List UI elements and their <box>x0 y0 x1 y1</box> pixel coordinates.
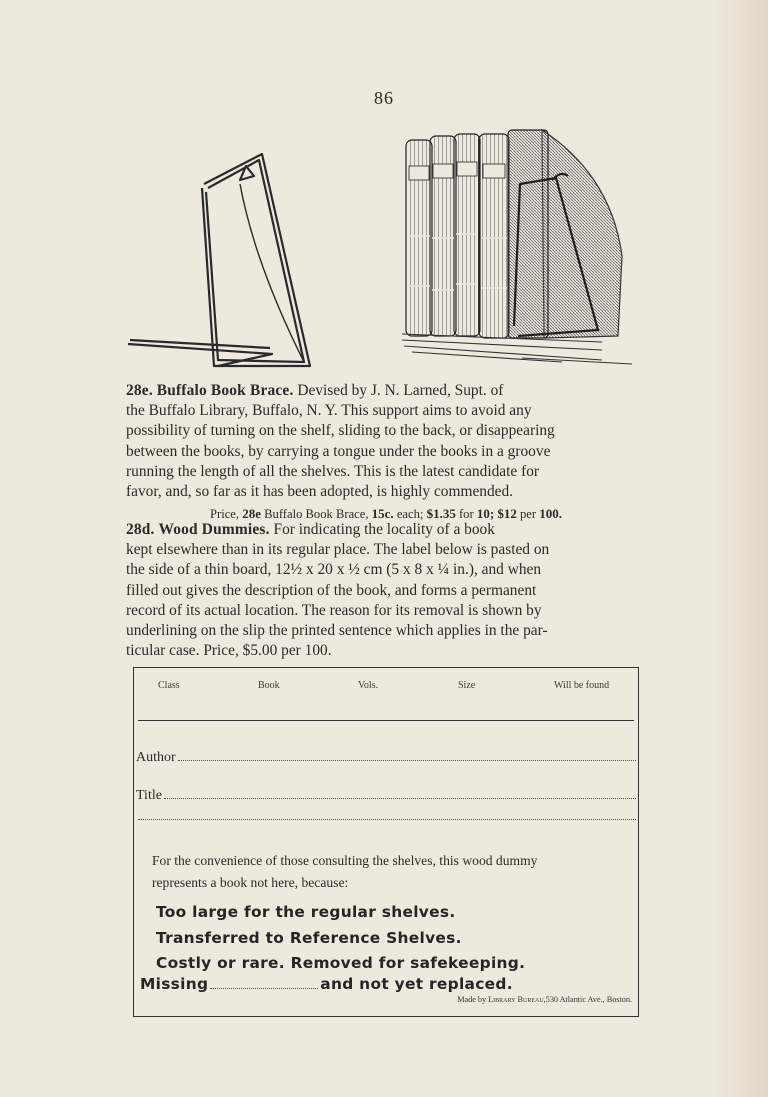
price-ten: $1.35 <box>426 506 456 522</box>
section-28e-line-1 <box>126 381 646 401</box>
missing-dotted-line <box>210 988 318 989</box>
column-book: Book <box>258 680 280 691</box>
section-28d-number: 28d. <box>126 521 155 538</box>
column-will-be-found: Will be found <box>554 680 610 691</box>
price-each: 15c. <box>371 506 394 522</box>
section-28d-line: ticular case. Price, $5.00 per 100. <box>126 642 332 660</box>
title-continuation-dotted-line <box>138 818 636 820</box>
section-28d-text: For indicating the locality of a book <box>273 521 495 538</box>
missing-label: Missing <box>140 975 209 993</box>
reason-costly: Costly or rare. Removed for safekeeping. <box>156 954 526 972</box>
section-28d-line: filled out gives the description of the book, and forms a permanent <box>126 581 537 599</box>
dummy-note-line-2: represents a book not here, because: <box>152 875 349 890</box>
author-dotted-line <box>178 759 636 761</box>
title-dotted-line <box>164 797 636 799</box>
author-label: Author <box>136 750 176 765</box>
page-number: 86 <box>374 88 394 108</box>
reason-transferred: Transferred to Reference Shelves. <box>156 929 462 947</box>
section-28e-number: 28e. <box>126 382 153 399</box>
section-28d-line-1 <box>126 520 646 540</box>
wood-dummy-label-card <box>133 667 639 1017</box>
printer-imprint <box>457 995 632 1004</box>
section-28e-line: possibility of turning on the shelf, sliding to the back, or disappearing <box>126 422 555 440</box>
section-28e <box>126 381 646 523</box>
column-vols: Vols. <box>358 680 379 691</box>
book-brace-illustration <box>122 148 317 378</box>
price-hundred: $12 <box>497 506 517 522</box>
imprint-address: 530 Atlantic Ave., Boston. <box>545 995 632 1004</box>
title-continuation-field <box>136 818 636 820</box>
imprint-company: Library Bureau, <box>488 995 546 1004</box>
section-28e-line: running the length of all the shelves. This is the latest candidate for <box>126 462 540 480</box>
section-28d-line: the side of a thin board, 12½ x 20 x ½ cm (5 x 8 x ¼ in.), and when <box>126 561 542 579</box>
price-each-label: each; <box>396 507 424 522</box>
price-ten-label: for <box>458 507 474 522</box>
title-label: Title <box>136 788 162 803</box>
section-28e-line: the Buffalo Library, Buffalo, N. Y. This support aims to avoid any <box>126 402 532 420</box>
price-hundred-qty: 100. <box>539 506 562 522</box>
section-28d-line: record of its actual location. The reason for its removal is shown by <box>126 601 542 619</box>
price-item-number: 28e <box>242 506 261 522</box>
reason-missing <box>140 975 540 993</box>
price-prefix: Price, <box>210 507 240 522</box>
section-28d-line: underlining on the slip the printed sentence which applies in the par- <box>126 622 548 640</box>
price-ten-qty: 10; <box>476 506 495 522</box>
section-28d-title: Wood Dummies. <box>158 521 270 538</box>
price-hundred-label: per <box>519 507 537 522</box>
header-rule <box>138 720 634 721</box>
dummy-note-line-1: For the convenience of those consulting the shelves, this wood dummy <box>152 853 538 868</box>
imprint-prefix: Made by <box>457 995 487 1004</box>
page-edge-shadow <box>708 0 768 1097</box>
section-28e-line: favor, and, so far as it has been adopted, is highly commended. <box>126 483 514 501</box>
section-28e-text: Devised by J. N. Larned, Supt. of <box>297 382 504 399</box>
column-size: Size <box>458 680 476 691</box>
dummy-note <box>152 850 632 894</box>
price-item-name: Buffalo Book Brace, <box>264 507 369 522</box>
section-28d-line: kept elsewhere than in its regular place. The label below is pasted on <box>126 541 550 559</box>
missing-suffix: and not yet replaced. <box>320 975 513 993</box>
title-field <box>136 788 636 804</box>
books-on-shelf-illustration <box>402 126 634 370</box>
section-28d <box>126 520 646 661</box>
column-class: Class <box>158 680 180 691</box>
author-field <box>136 750 636 766</box>
section-28e-line: between the books, by carrying a tongue under the books in a groove <box>126 442 551 460</box>
reason-too-large: Too large for the regular shelves. <box>156 903 456 921</box>
section-28e-title: Buffalo Book Brace. <box>156 382 294 399</box>
